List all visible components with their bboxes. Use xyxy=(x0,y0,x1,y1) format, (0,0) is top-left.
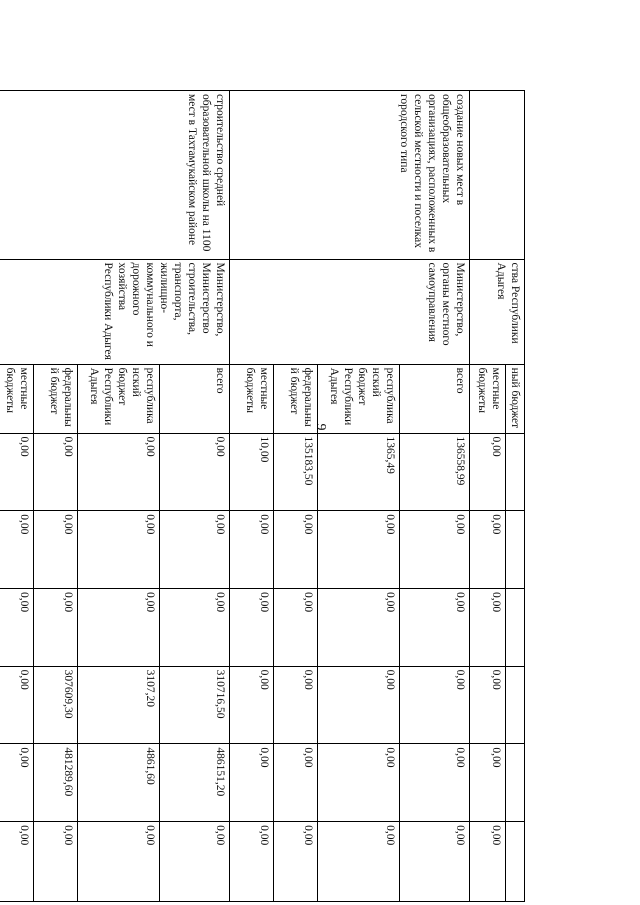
table-row xyxy=(506,91,525,902)
source-cell: федеральный бюджет xyxy=(274,364,318,433)
activity-cell: строительство средней образовательной школы на 1100 мест в Тахтамукайском районе xyxy=(0,91,230,260)
source-cell: всего xyxy=(400,364,470,433)
source-cell: всего xyxy=(160,364,230,433)
value-cell: 0,00 xyxy=(274,511,318,589)
value-cell: 0,00 xyxy=(34,433,78,511)
value-cell: 0,00 xyxy=(274,822,318,902)
value-cell: 0,00 xyxy=(78,588,160,666)
value-cell xyxy=(506,744,525,822)
value-cell xyxy=(506,822,525,902)
value-cell: 0,00 xyxy=(0,744,34,822)
value-cell: 310716,50 xyxy=(160,666,230,744)
value-cell: 0,00 xyxy=(34,511,78,589)
value-cell: 0,00 xyxy=(0,822,34,902)
value-cell: 0,00 xyxy=(78,433,160,511)
value-cell xyxy=(506,666,525,744)
value-cell: 0,00 xyxy=(318,744,400,822)
value-cell: 0,00 xyxy=(274,588,318,666)
value-cell: 0,00 xyxy=(34,822,78,902)
value-cell: 4861,60 xyxy=(78,744,160,822)
value-cell: 0,00 xyxy=(274,666,318,744)
source-cell: республиканский бюджет Республики Адыгея xyxy=(318,364,400,433)
value-cell: 0,00 xyxy=(318,666,400,744)
value-cell: 0,00 xyxy=(400,666,470,744)
value-cell: 0,00 xyxy=(470,744,506,822)
value-cell: 0,00 xyxy=(318,822,400,902)
source-cell: местные бюджеты xyxy=(470,364,506,433)
value-cell: 0,00 xyxy=(400,588,470,666)
value-cell: 0,00 xyxy=(318,588,400,666)
value-cell: 0,00 xyxy=(0,433,34,511)
value-cell: 0,00 xyxy=(470,433,506,511)
table-container xyxy=(4,90,525,902)
value-cell: 0,00 xyxy=(160,822,230,902)
value-cell: 486151,20 xyxy=(160,744,230,822)
source-cell: федеральный бюджет xyxy=(34,364,78,433)
executor-cell: ства Республики Адыгея xyxy=(470,259,525,364)
value-cell: 0,00 xyxy=(160,588,230,666)
value-cell: 0,00 xyxy=(230,511,274,589)
funding-table xyxy=(0,90,525,902)
value-cell: 0,00 xyxy=(470,511,506,589)
executor-cell: Министерство, органы местного самоуправления xyxy=(230,259,470,364)
value-cell: 0,00 xyxy=(160,511,230,589)
value-cell: 0,00 xyxy=(34,588,78,666)
table-row xyxy=(160,91,230,902)
value-cell xyxy=(506,433,525,511)
source-cell: местные бюджеты xyxy=(230,364,274,433)
page-number: 9 xyxy=(313,423,328,431)
executor-cell: Министерство, Министерство строительства, транспорта, жилищно-коммунального и дорожного хозяйства Республики Адыгея xyxy=(0,259,230,364)
value-cell: 0,00 xyxy=(230,744,274,822)
value-cell: 0,00 xyxy=(470,666,506,744)
value-cell: 0,00 xyxy=(78,822,160,902)
value-cell: 0,00 xyxy=(400,511,470,589)
value-cell: 0,00 xyxy=(230,822,274,902)
value-cell: 0,00 xyxy=(274,744,318,822)
value-cell: 135183,50 xyxy=(274,433,318,511)
value-cell: 0,00 xyxy=(400,744,470,822)
value-cell: 0,00 xyxy=(318,511,400,589)
value-cell: 0,00 xyxy=(230,588,274,666)
value-cell xyxy=(506,588,525,666)
value-cell: 3107,20 xyxy=(78,666,160,744)
source-cell: республиканский бюджет Республики Адыгея xyxy=(78,364,160,433)
value-cell: 307609,30 xyxy=(34,666,78,744)
source-cell: ный бюджет xyxy=(506,364,525,433)
table-body xyxy=(0,91,525,902)
value-cell: 0,00 xyxy=(470,822,506,902)
table-row xyxy=(400,91,470,902)
value-cell: 10,00 xyxy=(230,433,274,511)
activity-cell xyxy=(470,91,525,260)
source-cell: местные бюджеты xyxy=(0,364,34,433)
value-cell xyxy=(506,511,525,589)
value-cell: 0,00 xyxy=(0,666,34,744)
activity-cell: создание новых мест в общеобразовательных организациях, расположенных в сельской местности и поселках городского типа xyxy=(230,91,470,260)
value-cell: 0,00 xyxy=(160,433,230,511)
value-cell: 136558,99 xyxy=(400,433,470,511)
value-cell: 0,00 xyxy=(400,822,470,902)
value-cell: 0,00 xyxy=(78,511,160,589)
value-cell: 0,00 xyxy=(470,588,506,666)
value-cell: 0,00 xyxy=(230,666,274,744)
value-cell: 481289,60 xyxy=(34,744,78,822)
value-cell: 0,00 xyxy=(0,511,34,589)
value-cell: 0,00 xyxy=(0,588,34,666)
value-cell: 1365,49 xyxy=(318,433,400,511)
